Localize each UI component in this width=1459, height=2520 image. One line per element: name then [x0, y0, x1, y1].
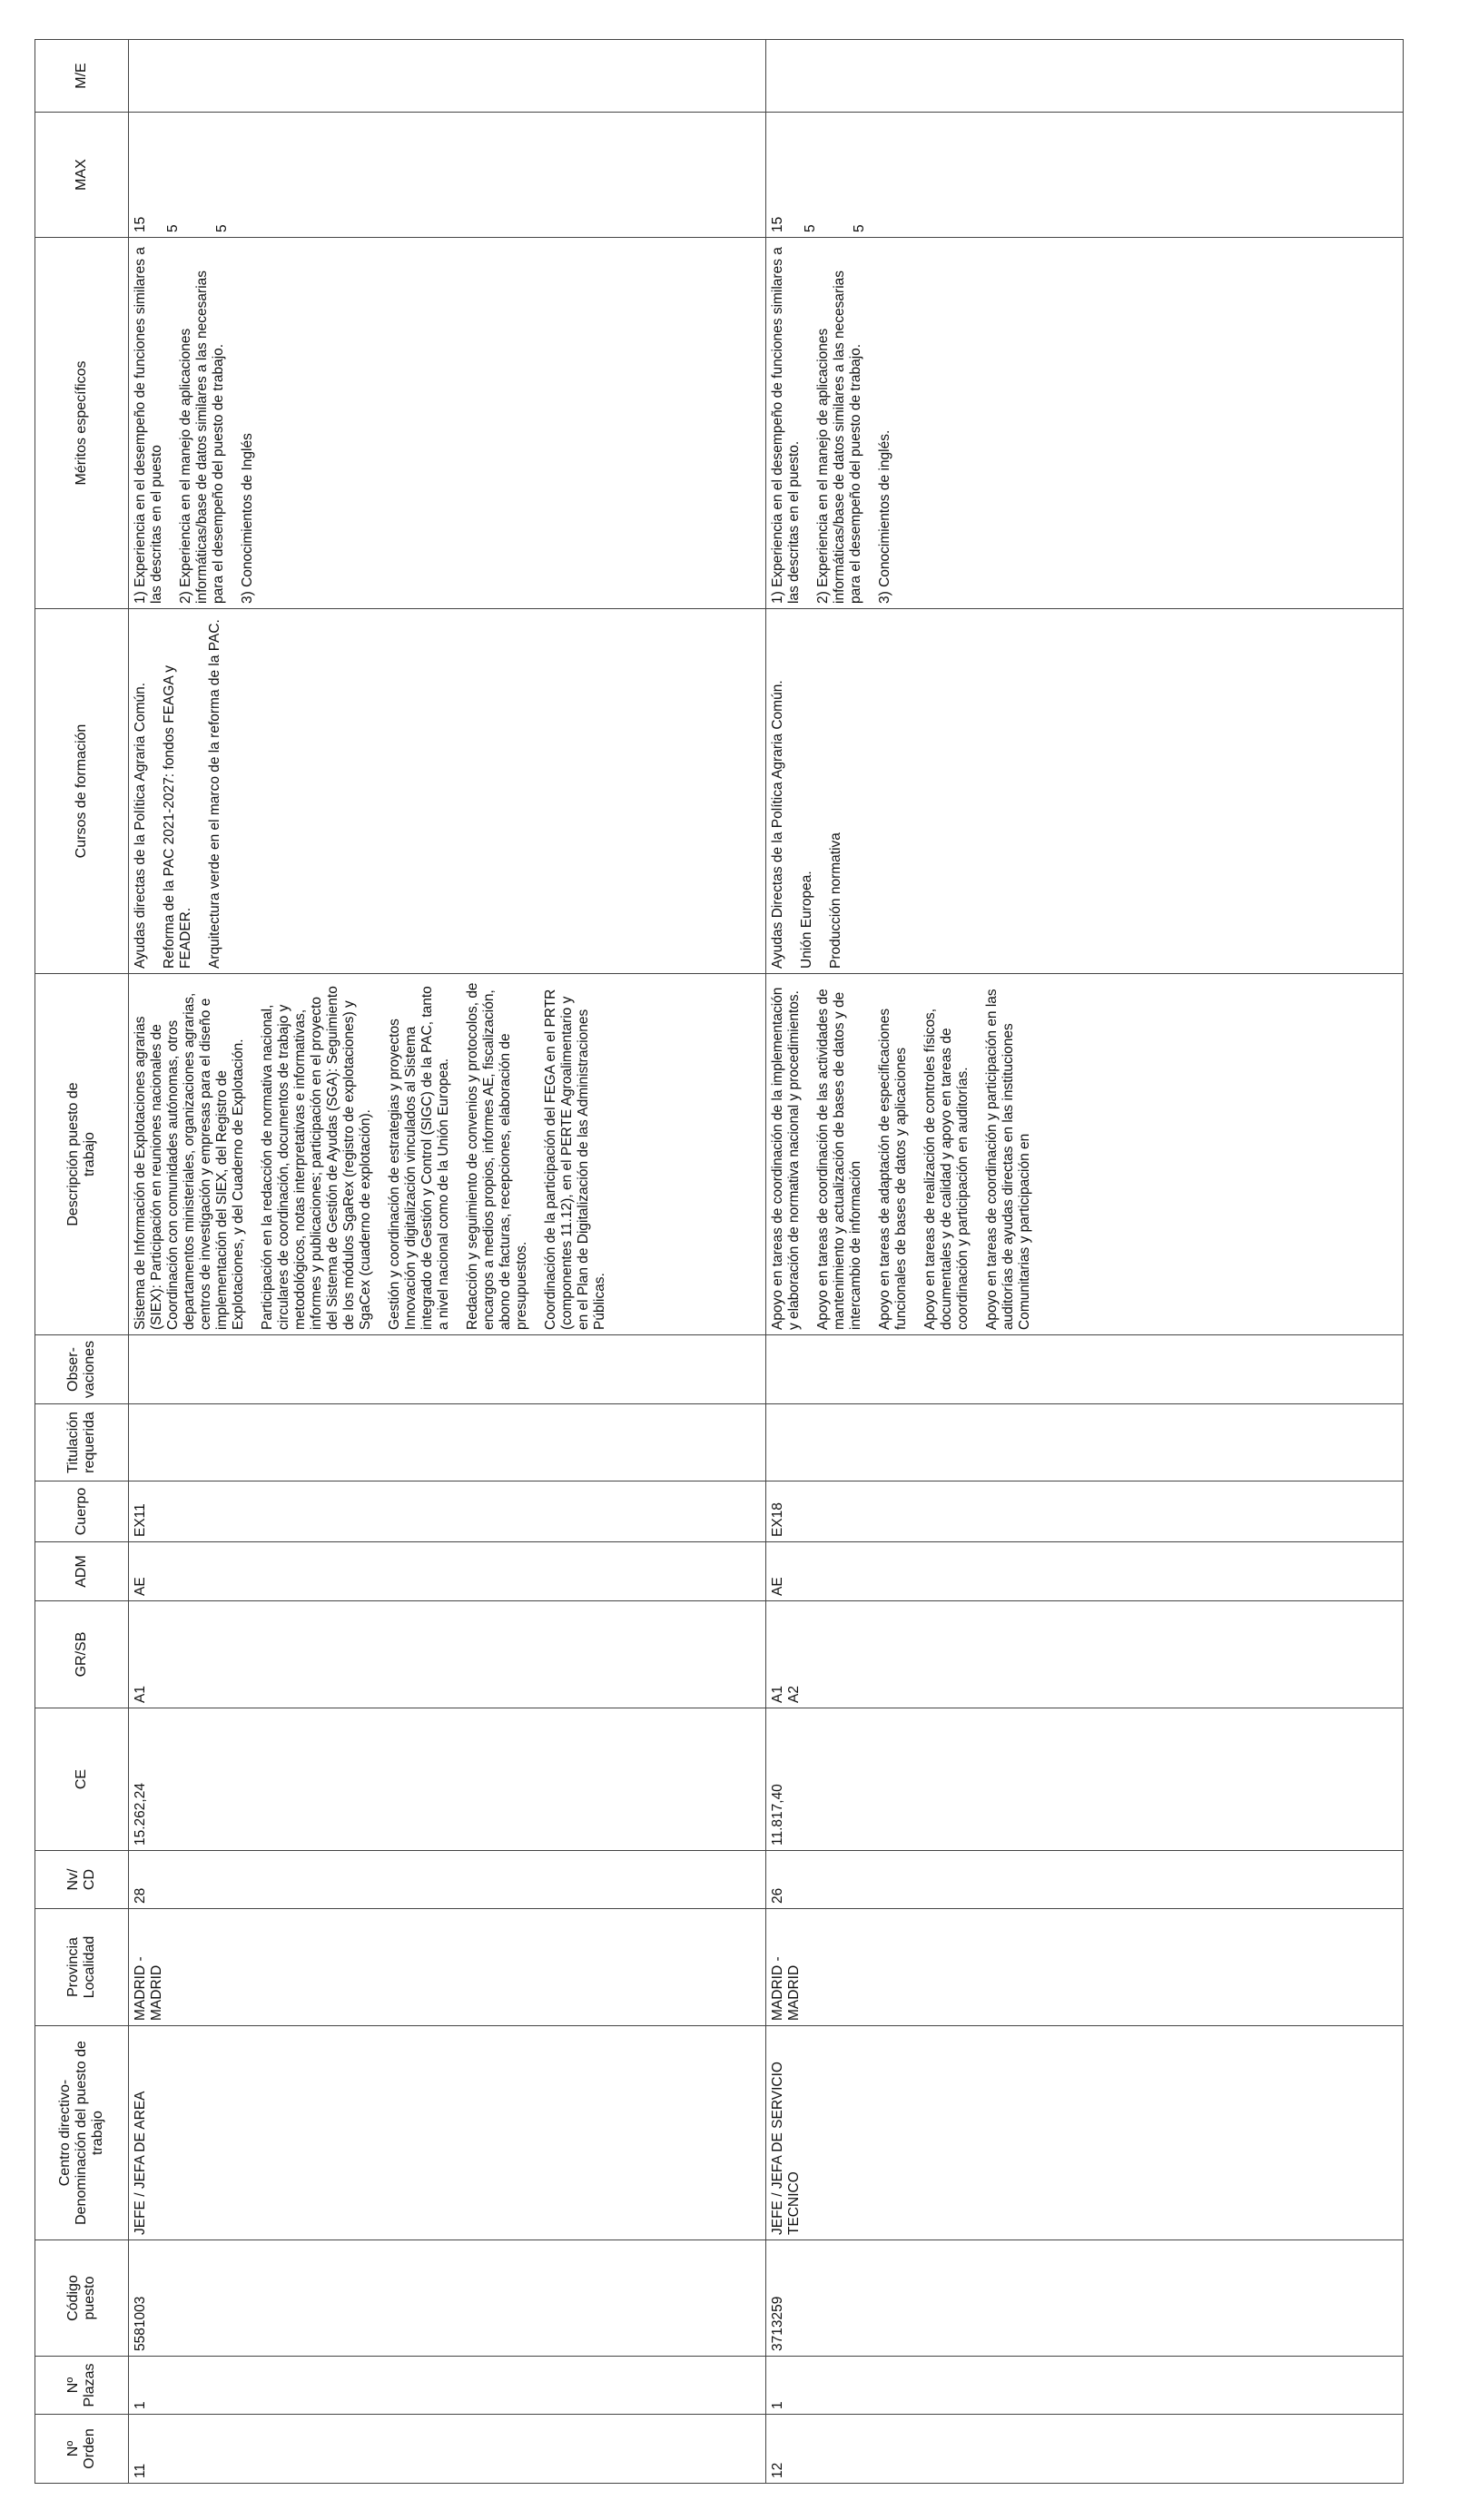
cell-grupo: A1 [129, 1601, 766, 1708]
course-item: Arquitectura verde en el marco de la reforma de la PAC. [207, 619, 222, 969]
header-descripcion: Descripción puesto de trabajo [35, 974, 129, 1335]
header-meritos: Méritos específicos [35, 238, 129, 609]
description-paragraph: Apoyo en tareas de coordinación de las actividades de mantenimiento y actualización de bases de datos y de intercambio de información [815, 989, 863, 1330]
cell-ce: 11.817,40 [766, 1708, 1404, 1851]
cell-centro: JEFE / JEFA DE SERVICIO TECNICO [766, 2026, 1404, 2240]
cell-centro: JEFE / JEFA DE AREA [129, 2026, 766, 2240]
description-paragraph: Gestión y coordinación de estrategias y proyectos Innovación y digitalización vinculados al Sistema integrado de Gestión y Control (SIGC) de la PAC, tanto a nivel nacional como de la Unión Europea. [387, 986, 451, 1330]
table-row [129, 40, 766, 2484]
cell-codigo: 3713259 [766, 2240, 1404, 2357]
header-adm: ADM [35, 1542, 129, 1601]
merit-item: 2) Experiencia en el manejo de aplicaciones informáticas/base de datos similares a las necesarias para el desempeño del puesto de trabajo. [178, 270, 226, 604]
cell-adm: AE [766, 1542, 1404, 1601]
description-paragraph: Coordinación de la participación del FEGA en el PRTR (componentes 11.12), en el PERTE Agroalimentario y en el Plan de Digitalización de las Administraciones Públicas. [543, 989, 607, 1330]
cell-titulacion [129, 1404, 766, 1481]
header-ce: CE [35, 1708, 129, 1851]
header-titulacion: Titulación requerida [35, 1404, 129, 1481]
merit-item: 2) Experiencia en el manejo de aplicaciones informáticas/base de datos similares a las necesarias para el desempeño del puesto de trabajo. [815, 270, 863, 604]
course-item: Reforma de la PAC 2021-2027: fondos FEAGA y FEADER. [162, 664, 193, 969]
merit-item: 1) Experiencia en el desempeño de funciones similares a las descritas en el puesto [133, 247, 164, 604]
header-provincia: Provincia Localidad [35, 1909, 129, 2026]
cell-max: 15 5 5 [766, 113, 1404, 238]
cell-meritos [766, 238, 1404, 609]
description-paragraph: Participación en la redacción de normativa nacional, circulares de coordinación, documentos de trabajo y metodológicos, notas interpretativas e informativas, informes y publicaciones; participación en el proyecto del Sistema de Gestión de Ayudas (SGA): Seguimiento de los módulos SgaRex (registro de explotaciones) y SgaCex (cuaderno de explotación). [260, 986, 373, 1330]
description-paragraph: Apoyo en tareas de coordinación y participación en las auditorías de ayudas directas en las instituciones Comunitarias y participación en [984, 989, 1032, 1330]
cell-provincia: MADRID - MADRID [129, 1909, 766, 2026]
header-cuerpo: Cuerpo [35, 1481, 129, 1542]
cell-plazas: 1 [129, 2357, 766, 2415]
cell-cuerpo: EX18 [766, 1481, 1404, 1542]
cell-ce: 15.262,24 [129, 1708, 766, 1851]
description-paragraph: Apoyo en tareas de adaptación de especificaciones funcionales de bases de datos y aplicaciones [877, 1008, 909, 1330]
description-paragraph: Apoyo en tareas de realización de controles físicos, documentales y de calidad y apoyo en tareas de coordinación y participación en auditorías. [922, 1008, 971, 1330]
course-item: Ayudas Directas de la Política Agraria Común. [770, 680, 785, 969]
course-item: Producción normativa [828, 832, 843, 969]
header-cursos: Cursos de formación [35, 609, 129, 974]
cell-descripcion [129, 974, 766, 1335]
cell-titulacion [766, 1404, 1404, 1481]
description-paragraph: Redacción y seguimiento de convenios y protocolos, de encargos a medios propios, informes AE, fiscalización, abono de facturas, recepciones, elaboración de presupuestos. [465, 982, 529, 1330]
cell-codigo: 5581003 [129, 2240, 766, 2357]
merit-item: 3) Conocimientos de inglés. [877, 429, 892, 604]
table-row [766, 40, 1404, 2484]
cell-orden: 12 [766, 2415, 1404, 2484]
cell-nivel: 28 [129, 1851, 766, 1909]
header-codigo: Código puesto [35, 2240, 129, 2357]
job-positions-table [35, 39, 1404, 2484]
cell-me [766, 40, 1404, 113]
cell-cursos [129, 609, 766, 974]
cell-cuerpo: EX11 [129, 1481, 766, 1542]
cell-grupo: A1 A2 [766, 1601, 1404, 1708]
cell-observaciones [766, 1335, 1404, 1404]
cell-adm: AE [129, 1542, 766, 1601]
header-me: M/E [35, 40, 129, 113]
cell-cursos [766, 609, 1404, 974]
header-plazas: Nº Plazas [35, 2357, 129, 2415]
course-item: Unión Europea. [799, 871, 814, 969]
cell-descripcion [766, 974, 1404, 1335]
header-row [35, 40, 129, 2484]
cell-plazas: 1 [766, 2357, 1404, 2415]
cell-observaciones [129, 1335, 766, 1404]
cell-orden: 11 [129, 2415, 766, 2484]
cell-me [129, 40, 766, 113]
course-item: Ayudas directas de la Política Agraria Común. [133, 682, 148, 969]
header-nivel: Nv/ CD [35, 1851, 129, 1909]
header-orden: Nº Orden [35, 2415, 129, 2484]
cell-nivel: 26 [766, 1851, 1404, 1909]
description-paragraph: Apoyo en tareas de coordinación de la implementación y elaboración de normativa nacional y procedimientos. [770, 987, 802, 1330]
header-observaciones: Obser- vaciones [35, 1335, 129, 1404]
header-max: MAX [35, 113, 129, 238]
cell-meritos [129, 238, 766, 609]
merit-item: 1) Experiencia en el desempeño de funciones similares a las descritas en el puesto. [770, 247, 802, 604]
description-paragraph: Sistema de Información de Explotaciones agrarias (SIEX): Participación en reuniones nacionales de Coordinación con comunidades autónomas, otros departamentos ministeriales, organizaciones agrarias, centros de investigación y empresas para el diseño e implementación del SIEX, del Registro de Explotaciones, y del Cuaderno de Explotación. [133, 992, 246, 1330]
cell-provincia: MADRID - MADRID [766, 1909, 1404, 2026]
header-centro: Centro directivo- Denominación del puesto de trabajo [35, 2026, 129, 2240]
header-grupo: GR/SB [35, 1601, 129, 1708]
cell-max: 15 5 5 [129, 113, 766, 238]
merit-item: 3) Conocimientos de Inglés [240, 433, 255, 604]
